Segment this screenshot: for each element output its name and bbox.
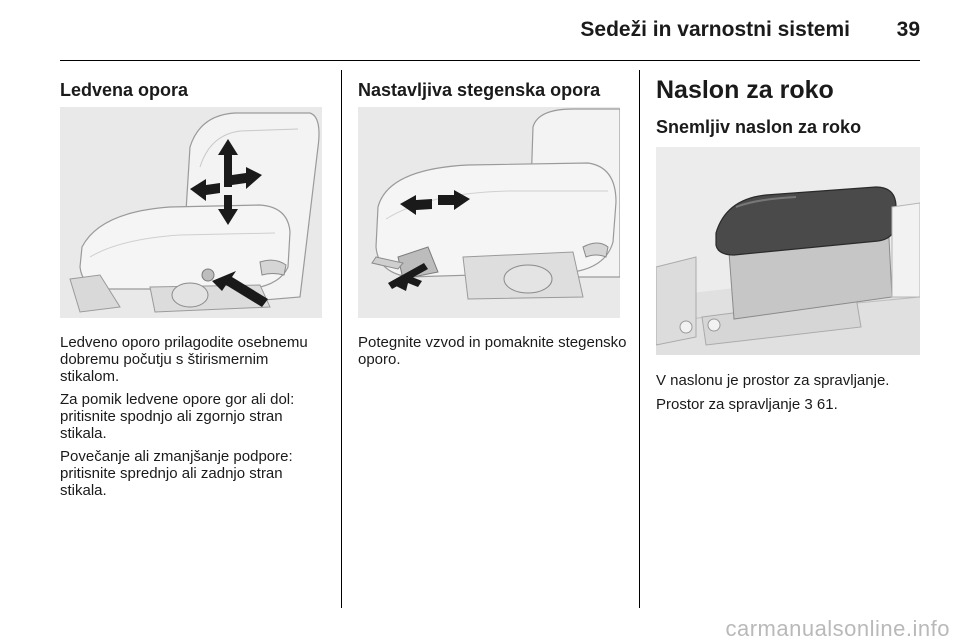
page-reference-link[interactable]: 61. xyxy=(816,396,838,413)
paragraph: Potegnite vzvod in pomaknite stegensko oporo. xyxy=(358,334,627,368)
section-thigh-support xyxy=(358,80,628,101)
seat-lumbar-drawing xyxy=(60,107,322,318)
page-number: 39 xyxy=(896,18,920,41)
armrest-illustration xyxy=(656,147,920,355)
section-heading: Nastavljiva stegenska opora xyxy=(358,80,601,100)
paragraph: Ledveno oporo prilagodite osebnemu dobremu počutju s štirismernim stikalom. xyxy=(60,334,308,385)
seat-thigh-drawing xyxy=(358,107,620,318)
paragraph: Povečanje ali zmanjšanje podpore: pritisnite sprednjo ali zadnjo stran stikala. xyxy=(60,448,293,499)
armrest-drawing xyxy=(656,147,920,355)
section-subheading: Snemljiv naslon za roko xyxy=(656,117,862,137)
lumbar-support-illustration xyxy=(60,107,322,318)
section-title: Naslon za roko xyxy=(656,76,834,104)
thigh-support-illustration xyxy=(358,107,620,318)
column-divider-1 xyxy=(341,70,342,608)
armrest-text-block xyxy=(656,372,926,413)
paragraph: Za pomik ledvene opore gor ali dol: pritisnite spodnjo ali zgornjo stran stikala. xyxy=(60,391,295,442)
thigh-text-block xyxy=(358,334,628,368)
page-header-title: Sedeži in varnostni sistemi xyxy=(580,18,850,41)
column-divider-2 xyxy=(639,70,640,608)
watermark: carmanualsonline.info xyxy=(725,616,950,641)
section-heading: Ledvena opora xyxy=(60,80,189,100)
page-reference-icon: 3 xyxy=(804,396,813,413)
lumbar-text-block xyxy=(60,334,330,499)
section-lumbar-support xyxy=(60,80,330,101)
header-divider xyxy=(60,60,920,61)
section-armrest xyxy=(656,76,926,138)
cross-reference-text: Prostor za spravljanje xyxy=(656,396,801,413)
paragraph-cross-reference xyxy=(656,396,926,413)
paragraph: V naslonu je prostor za spravljanje. xyxy=(656,372,890,389)
